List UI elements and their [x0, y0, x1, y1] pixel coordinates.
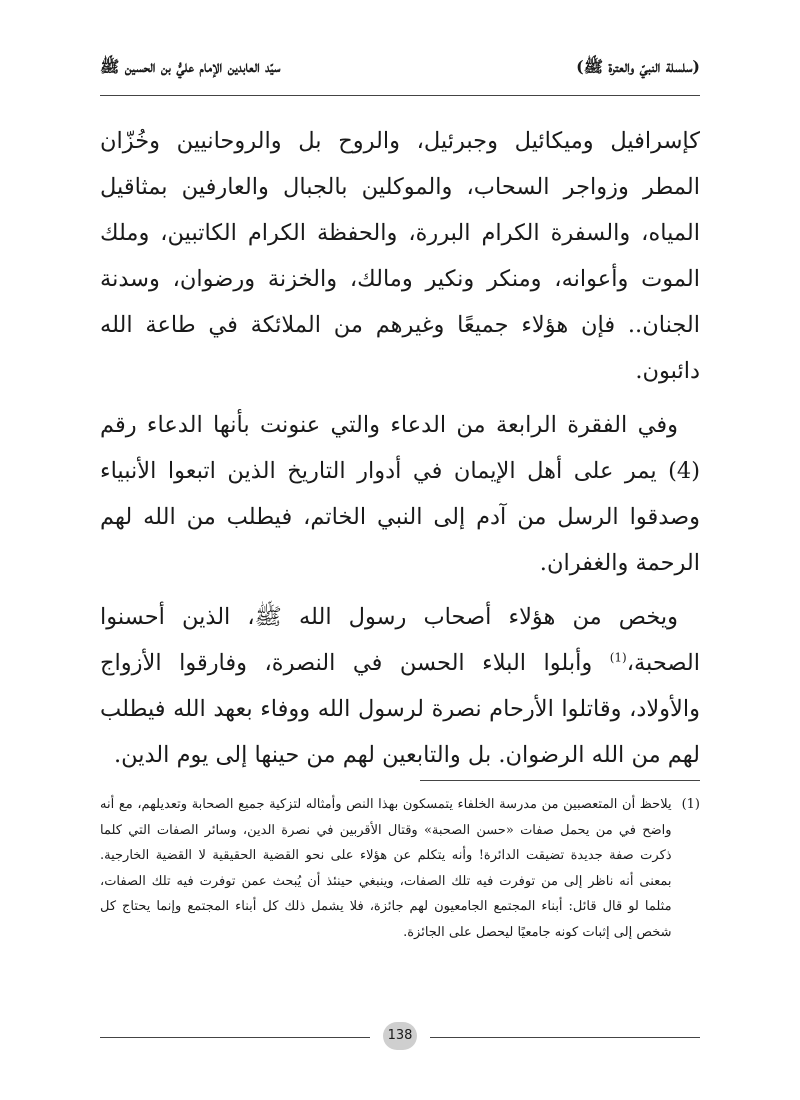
page-footer [100, 1022, 700, 1052]
main-text [100, 118, 700, 786]
running-header [100, 48, 700, 88]
page-number: 138 [383, 1022, 417, 1050]
footer-line-right [430, 1037, 700, 1038]
header-divider [100, 95, 700, 96]
paragraph-2: وفي الفقرة الرابعة من الدعاء والتي عنونت بأنها الدعاء رقم (4) يمر على أهل الإيمان في أدوار التاريخ الذين اتبعوا الأنبياء وصدقوا الرسل من آدم إلى النبي الخاتم، فيطلب من الله لهم الرحمة والغفران. [100, 412, 700, 576]
series-title: (سلسلة النبيّ والعترة ﷺ) [576, 56, 700, 76]
footer-line-left [100, 1037, 370, 1038]
paragraph-1: كإسرافيل وميكائيل وجبرئيل، والروح بل والروحانيين وخُزّان المطر وزواجر السحاب، والموكلين بالجبال والعارفين بمثاقيل المياه، والسفرة الكرام البررة، والحفظة الكرام الكاتبين، وملك الموت وأعوانه، ومنكر ونكير ومالك، والخزنة ورضوان، وسدنة الجنان.. فإن هؤلاء جميعًا وغيرهم من الملائكة في طاعة الله دائبون. [100, 128, 700, 384]
paragraph-3-part-2: وأبلوا البلاء الحسن في النصرة، وفارقوا الأزواج والأولاد، وقاتلوا الأرحام نصرة لرسول الله ووفاء بعهد الله فيطلب لهم من الله الرضوان. بل والتابعين لهم من حينها إلى يوم الدين. [100, 650, 700, 768]
footnote [100, 792, 700, 945]
footnote-reference[interactable]: (1) [609, 650, 627, 665]
paragraph-3 [100, 594, 700, 778]
book-title: سيّد العابدين الإمام عليُّ بن الحسين ﷺ [100, 56, 281, 76]
footnote-number: (1) [681, 797, 700, 812]
paragraph-3-part-1: ويخص من هؤلاء أصحاب رسول الله ﷺ، الذين أحسنوا الصحبة، [100, 604, 700, 676]
footnote-divider [420, 780, 700, 781]
footnote-text: يلاحظ أن المتعصبين من مدرسة الخلفاء يتمسكون بهذا النص وأمثاله لتزكية جميع الصحابة وتعديلهم، مع أنه واضح في من يحمل صفات «حسن الصحبة» وقتال الأقربين في نصرة الدين، وسائر الصفات التي كلما ذكرت صفة جديدة تضيقت الدائرة! وأنه يتكلم عن هؤلاء على نحو القضية الحقيقية لا القضية الخارجية. بمعنى أنه ناظر إلى من توفرت فيه تلك الصفات، وينبغي حينئذ أن يُبحث عمن توفرت فيه تلك الصفات، مثلما لو قال قائل: أبناء المجتمع الجامعيون لهم جائزة، فلا يشمل ذلك كل أبناء المجتمع وإنما يحتاج كل شخص إلى إثبات كونه جامعيًا ليحصل على الجائزة. [100, 797, 672, 940]
